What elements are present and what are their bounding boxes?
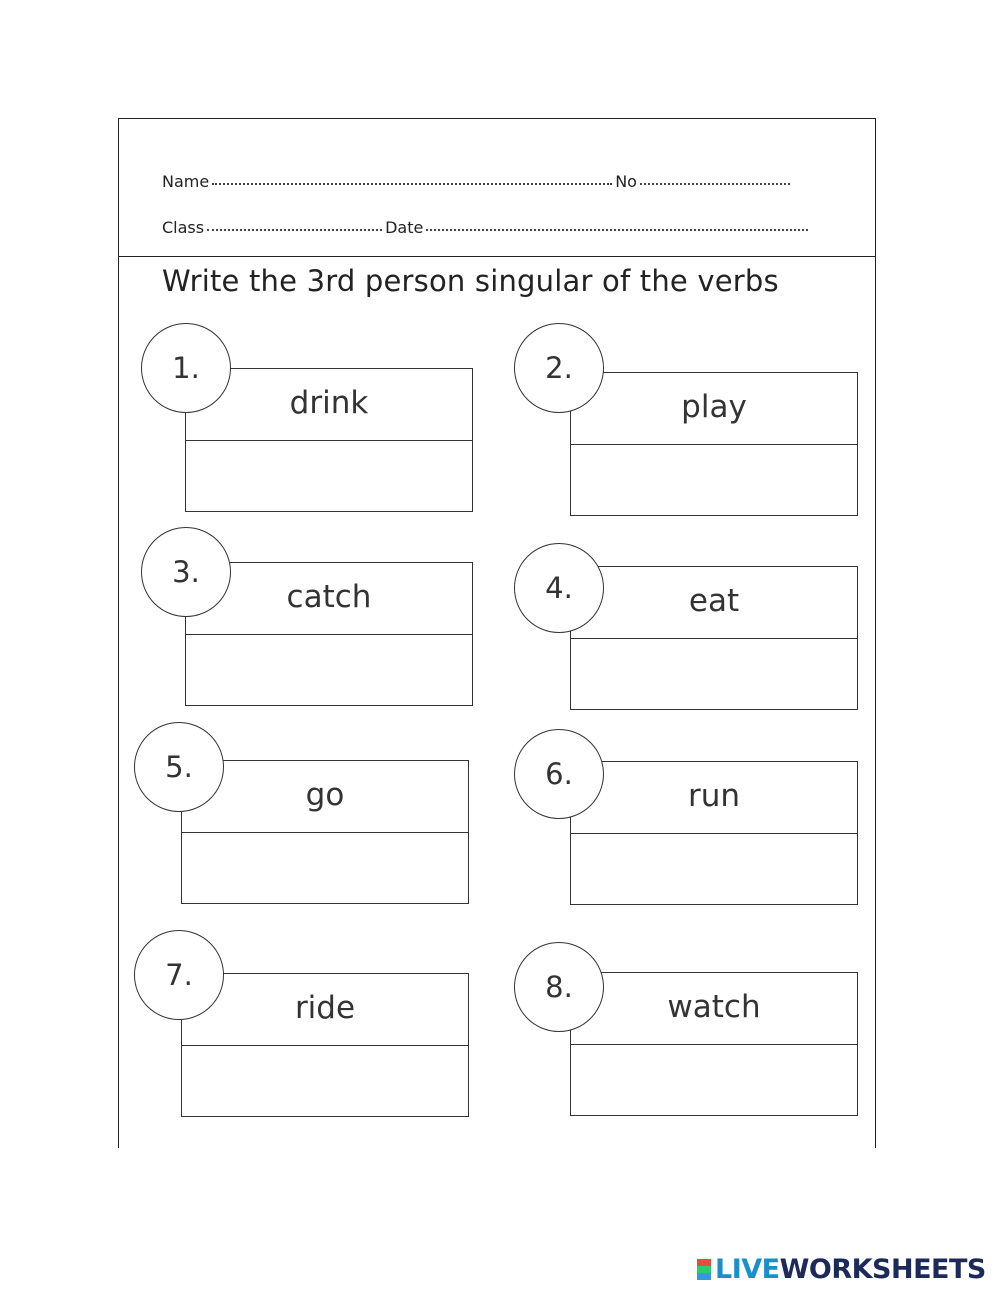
item-number-badge: 2. [514, 323, 604, 413]
answer-field[interactable] [182, 1046, 468, 1116]
verb-box [570, 972, 858, 1116]
logo-block [697, 1259, 711, 1266]
liveworksheets-logo[interactable] [697, 1252, 986, 1286]
item-number-badge: 4. [514, 543, 604, 633]
verb-box [181, 973, 469, 1117]
verb-word: watch [667, 989, 761, 1025]
verb-box [570, 372, 858, 516]
logo-block [697, 1266, 711, 1273]
header-divider [118, 256, 876, 257]
verb-box [570, 566, 858, 710]
name-field[interactable] [212, 182, 612, 185]
name-row [162, 172, 793, 191]
item-number-badge: 7. [134, 930, 224, 1020]
verb-box [570, 761, 858, 905]
verb-box [181, 760, 469, 904]
class-field[interactable] [207, 228, 382, 231]
answer-field[interactable] [571, 834, 857, 904]
answer-field[interactable] [186, 441, 472, 511]
logo-mark-icon [697, 1259, 711, 1280]
item-number-badge: 5. [134, 722, 224, 812]
answer-field[interactable] [571, 639, 857, 709]
item-number-badge: 3. [141, 527, 231, 617]
logo-block [697, 1273, 711, 1280]
verb-word: go [305, 777, 345, 813]
verb-word: eat [688, 583, 740, 619]
item-number-badge: 8. [514, 942, 604, 1032]
verb-box [185, 368, 473, 512]
answer-field[interactable] [186, 635, 472, 705]
answer-field[interactable] [571, 1045, 857, 1115]
date-label: Date [385, 218, 424, 237]
verb-word: play [681, 389, 747, 425]
logo-text-live: LIVE [715, 1253, 780, 1285]
item-number-badge: 6. [514, 729, 604, 819]
class-label: Class [162, 218, 205, 237]
answer-field[interactable] [182, 833, 468, 903]
class-row [162, 218, 811, 237]
verb-word: run [687, 778, 741, 814]
number-field[interactable] [640, 182, 790, 185]
instructions-heading: Write the 3rd person singular of the verbs [162, 264, 779, 298]
verb-word: drink [289, 385, 369, 421]
name-label: Name [162, 172, 210, 191]
no-label: No [615, 172, 637, 191]
item-number-badge: 1. [141, 323, 231, 413]
verb-word: ride [294, 990, 356, 1026]
verb-word: catch [286, 579, 372, 615]
logo-text-worksheets: WORKSHEETS [779, 1253, 986, 1285]
date-field[interactable] [426, 228, 808, 231]
answer-field[interactable] [571, 445, 857, 515]
